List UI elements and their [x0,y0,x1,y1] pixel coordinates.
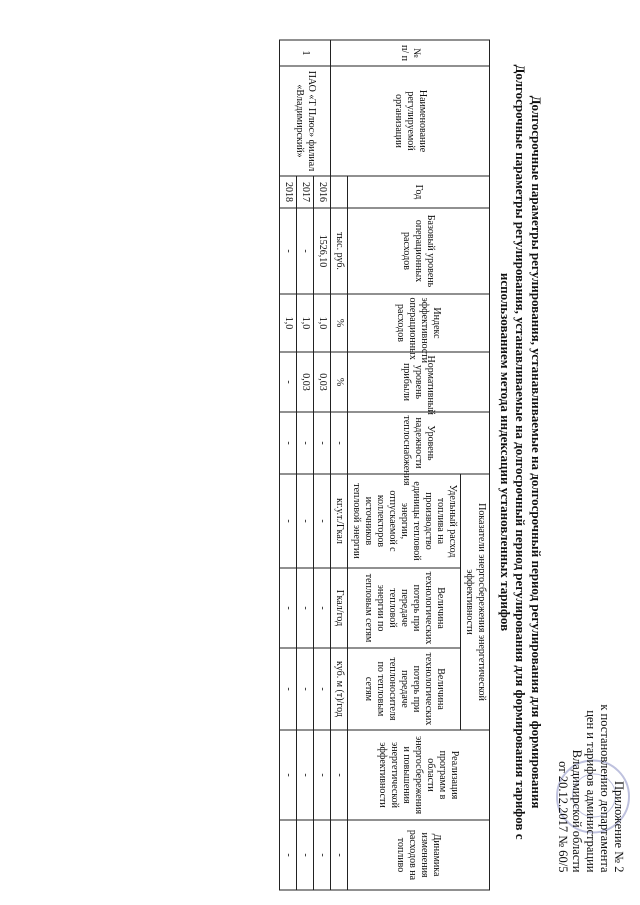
appendix-number: Приложение № 2 [612,780,626,873]
unit-loss-heat: Гкал/год [331,568,348,648]
cell-index: 1,0 [280,294,297,352]
header-year: Год [348,176,490,208]
appendix-line: Владимирской области [570,749,584,873]
header-fuel: Удельный расход топлива на производство единицы тепловой энергии, отпускаемой с коллекторов источников тепловой энергии [348,474,461,568]
header-reliability: Уровень надежности теплоснабжения [348,412,490,474]
cell-profit: 0,03 [314,352,331,412]
cell-year: 2016 [314,176,331,208]
org-name: ПАО «Т Плюс» филиал «Владимирский» [280,66,331,176]
cell-index: 1,0 [314,294,331,352]
cell-fuel-dynamics: - [280,820,297,890]
document-subtitle: Долгосрочные параметры регулирования, устанавливаемые на долгосрочный период регулирования для формирования тарифов с использованием метода индексации установленных тарифов [498,64,528,840]
cell-reliability: - [314,412,331,474]
header-loss-heat: Величина технологических потерь при передаче тепловой энергии по тепловым сетям [348,568,461,648]
cell-reliability: - [280,412,297,474]
cell-programs: - [297,730,314,820]
table-row [314,40,331,890]
appendix-line: цен и тарифов администрации [584,710,598,873]
header-profit: Нормативный уровень прибыли [348,352,490,412]
cell-fuel: - [280,474,297,568]
header-energy-group: Показатели энергосбережения энергетической эффективности [461,474,490,730]
header-index: Индекс эффективности операционных расходов [348,294,490,352]
cell-base-cost: 1526,10 [314,208,331,294]
cell-fuel: - [314,474,331,568]
appendix-header [556,704,626,872]
unit-programs: - [331,730,348,820]
header-programs: Реализация программ в области энергосбережения и повышения энергетической эффективности [348,730,490,820]
cell-index: 1,0 [297,294,314,352]
unit-year [331,176,348,208]
unit-profit: % [331,352,348,412]
cell-base-cost: - [280,208,297,294]
cell-loss-carrier: - [297,648,314,730]
cell-loss-heat: - [280,568,297,648]
cell-loss-carrier: - [280,648,297,730]
header-row [461,40,490,890]
header-base-cost: Базовый уровень операционных расходов [348,208,490,294]
cell-loss-carrier: - [314,648,331,730]
parameters-table [279,40,490,891]
cell-fuel: - [297,474,314,568]
cell-loss-heat: - [297,568,314,648]
unit-index: % [331,294,348,352]
cell-fuel-dynamics: - [314,820,331,890]
unit-fuel-dynamics: - [331,820,348,890]
unit-base-cost: тыс. руб. [331,208,348,294]
appendix-line: к постановлению департамента [598,704,612,873]
cell-profit: - [280,352,297,412]
cell-programs: - [314,730,331,820]
appendix-date: от 20.12.2017 № 60/5 [556,761,570,873]
cell-reliability: - [297,412,314,474]
document-title: Долгосрочные параметры регулирования, устанавливаемые на долгосрочный период регулирования для формирования [529,95,544,809]
row-num: 1 [280,40,331,66]
header-org: Наименование регулируемой организации [331,66,490,176]
header-loss-carrier: Величина технологических потерь при передаче теплоносителя по тепловым сетям [348,648,461,730]
unit-fuel: кг.у.т./Гкал [331,474,348,568]
unit-loss-carrier: куб. м (т)/год [331,648,348,730]
cell-year: 2017 [297,176,314,208]
header-num: № п/ п [331,40,490,66]
unit-reliability: - [331,412,348,474]
cell-year: 2018 [280,176,297,208]
header-fuel-dynamics: Динамика изменения расходов на топливо [348,820,490,890]
cell-base-cost: - [297,208,314,294]
cell-loss-heat: - [314,568,331,648]
cell-fuel-dynamics: - [297,820,314,890]
cell-profit: 0,03 [297,352,314,412]
cell-programs: - [280,730,297,820]
